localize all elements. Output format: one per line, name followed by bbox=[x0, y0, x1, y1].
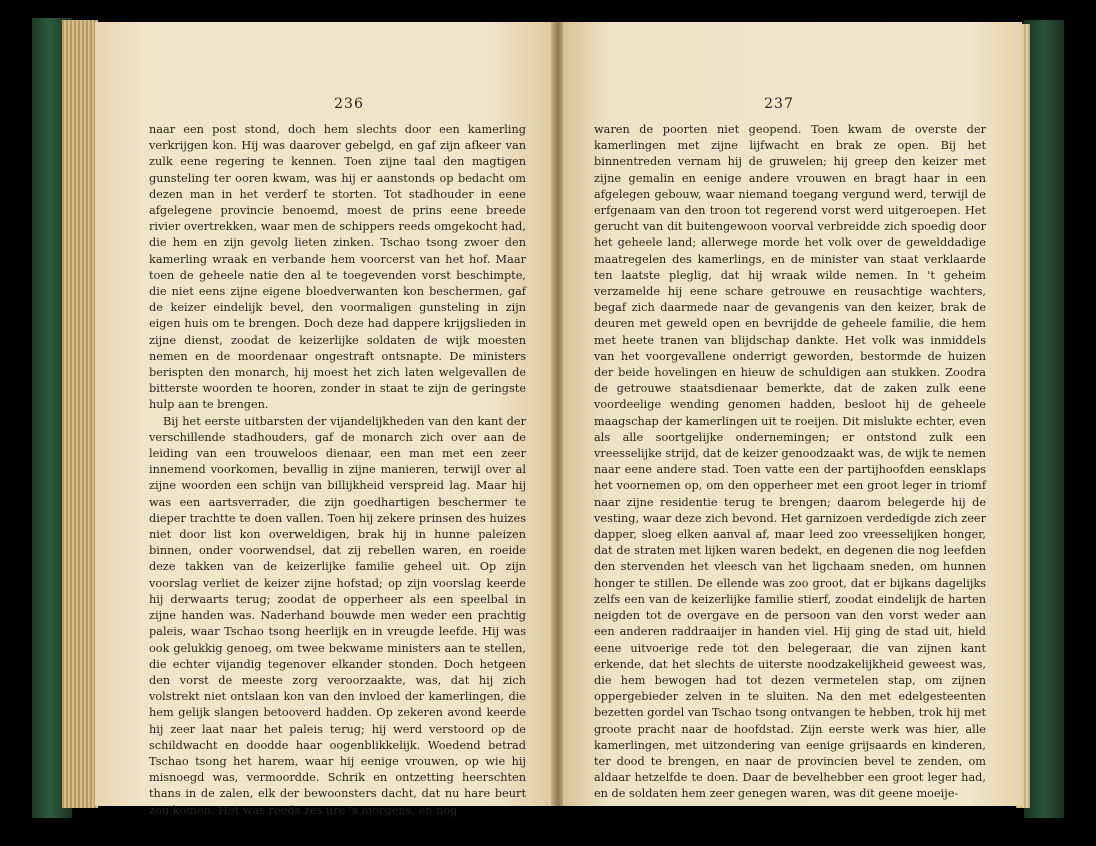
left-page-text bbox=[149, 122, 526, 819]
right-page-number: 237 bbox=[764, 96, 794, 112]
left-paragraph-1: naar een post stond, doch hem slechts door een kamerling verkrijgen kon. Hij was daarover gebelgd, en gaf zijn afkeer van zulk eene regering te kennen. Toen zijne taal den magtigen gunsteling ter ooren kwam, was hij er aanstonds op bedacht om dezen man in het verderf te storten. Tot stadhouder in eene afgelegene provincie benoemd, moest de prins eene breede rivier overtrekken, waar men de schippers reeds omgekocht had, die hem en zijn gevolg lieten zinken. Tschao tsong zwoer den kamerling wraak en verbande hem voorcerst van het hof. Maar toen de geheele natie den al te toegevenden vorst beschimpte, die niet eens zijne eigene bloedverwanten kon beschermen, gaf de keizer eindelijk bevel, den voormaligen gunsteling in zijn eigen huis om te brengen. Doch deze had dappere krijgslieden in zijne dienst, zoodat de keizerlijke soldaten de wijk moesten nemen en de moordenaar ongestraft ontsnapte. De ministers berispten den monarch, hij moest het zich laten welgevallen de bitterste woorden te hooren, zonder in staat te zijn de geringste hulp aan te brengen. bbox=[149, 123, 526, 412]
right-page-text bbox=[594, 122, 986, 803]
left-page-edges bbox=[62, 20, 98, 808]
right-cover-board bbox=[1024, 20, 1064, 818]
left-page-number: 236 bbox=[334, 96, 364, 112]
left-paragraph-2: Bij het eerste uitbarsten der vijandelijkheden van den kant der verschillende stadhouders, gaf de monarch zich over aan de leiding van een trouweloos dienaar, een man met een zeer innemend voorkomen, bevallig in zijne manieren, terwijl over al zijne woorden een schijn van billijkheid verspreid lag. Maar hij was een aartsverrader, die zijn goedhartigen beschermer te dieper trachtte te doen vallen. Toen hij zekere prinsen des huizes niet door list kon overweldigen, brak hij in hunne paleizen binnen, onder voorwendsel, dat zij rebellen waren, en roeide deze takken van de keizerlijke familie geheel uit. Op zijn voorslag verliet de keizer zijne hofstad; op zijn voorslag keerde hij derwaarts terug; zoodat de opperheer als een speelbal in zijne handen was. Naderhand bouwde men weder een prachtig paleis, waar Tschao tsong heerlijk en in vreugde leefde. Hij was ook gelukkig genoeg, om twee bekwame ministers aan te stellen, die echter vijandig tegenover elkander stonden. Doch hetgeen den vorst de meeste zorg veroorzaakte, was, dat hij zich volstrekt niet ontslaan kon van den invloed der kamerlingen, die hem gelijk slangen betooverd hadden. Op zekeren avond keerde hij zeer laat naar het paleis terug; hij werd verstoord op de schildwacht en doodde haar oogenblikkelijk. Woedend betrad Tschao tsong het harem, waar hij eenige vrouwen, op wie hij misnoegd was, vermoordde. Schrik en ontzetting heerschten thans in de zalen, elk der bewoonsters dacht, dat nu hare beurt zou komen. Het was reeds zes ure 's morgens, en nog bbox=[149, 414, 526, 817]
left-page bbox=[95, 22, 553, 817]
right-paragraph-1: waren de poorten niet geopend. Toen kwam de overste der kamerlingen met zijne lijfwacht en brak ze open. Bij het binnentreden vernam hij de gruwelen; hij greep den keizer met zijne gemalin en eenige andere vrouwen en bragt haar in een afgelegen gebouw, waar niemand toegang vergund werd, terwijl de erfgenaam van den troon tot regerend vorst werd uitgeroepen. Het gerucht van dit buitengewoon voorval verbreidde zich spoedig door het geheele land; allerwege morde het volk over de gewelddadige maatregelen des kamerlings, en de minister van staat verklaarde ten laatste pleglig, dat hij wraak wilde nemen. In 't geheim verzamelde hij eene schare getrouwe en reusachtige wachters, begaf zich daarmede naar de gevangenis van den keizer, brak de deuren met geweld open en bevrijdde de geheele familie, die hem met heete tranen van blijdschap dankte. Het volk was inmiddels van het voorgevallene onderrigt geworden, bestormde de huizen der beide hovelingen en hieuw de schuldigen aan stukken. Zoodra de getrouwe staatsdienaar bemerkte, dat de zaken zulk eene voordeelige wending genomen hadden, besloot hij de geheele maagschap der kamerlingen uit te roeijen. Dit mislukte echter, even als alle soortgelijke ondernemingen; er ontstond zulk een vreesselijke strijd, dat de keizer genoodzaakt was, de wijk te nemen naar eene andere stad. Toen vatte een der partijhoofden eensklaps het voornemen op, om den opperheer met een groot leger in triomf naar zijne residentie terug te brengen; daarom belegerde hij de vesting, waar deze zich bevond. Het garnizoen verdedigde zich zeer dapper, sloeg elken aanval af, maar leed zoo vreesselijken honger, dat de straten met lijken waren bedekt, en degenen die nog leefden den stervenden het vleesch van het ligchaam sneden, om hunnen honger te stillen. De ellende was zoo groot, dat er bijkans dagelijks zelfs een van de keizerlijke familie stierf, zoodat eindelijk de harten neigden tot de overgave en de persoon van den vorst weder aan een anderen raddraaijer in handen viel. Hij ging de stad uit, hield eene uitvoerige rede tot den belegeraar, die van zijnen kant erkende, dat het slechts de uiterste noodzakelijkheid geweest was, die hem bewogen had tot dezen vermetelen stap, om zijnen oppergebieder zelven in te sluiten. Na den met edelgesteenten bezetten gordel van Tschao tsong ontvangen te hebben, trok hij met groote pracht naar de hoofdstad. Zijn eerste werk was hier, alle kamerlingen, met uitzondering van eenige grijsaards en kinderen, ter dood te brengen, en naar de provincien bevel te zenden, om aldaar hetzelfde te doen. Daar de bevelhebber een groot leger had, en de soldaten hem zeer genegen waren, was dit geene moeije- bbox=[594, 123, 986, 801]
right-page bbox=[563, 22, 1022, 806]
